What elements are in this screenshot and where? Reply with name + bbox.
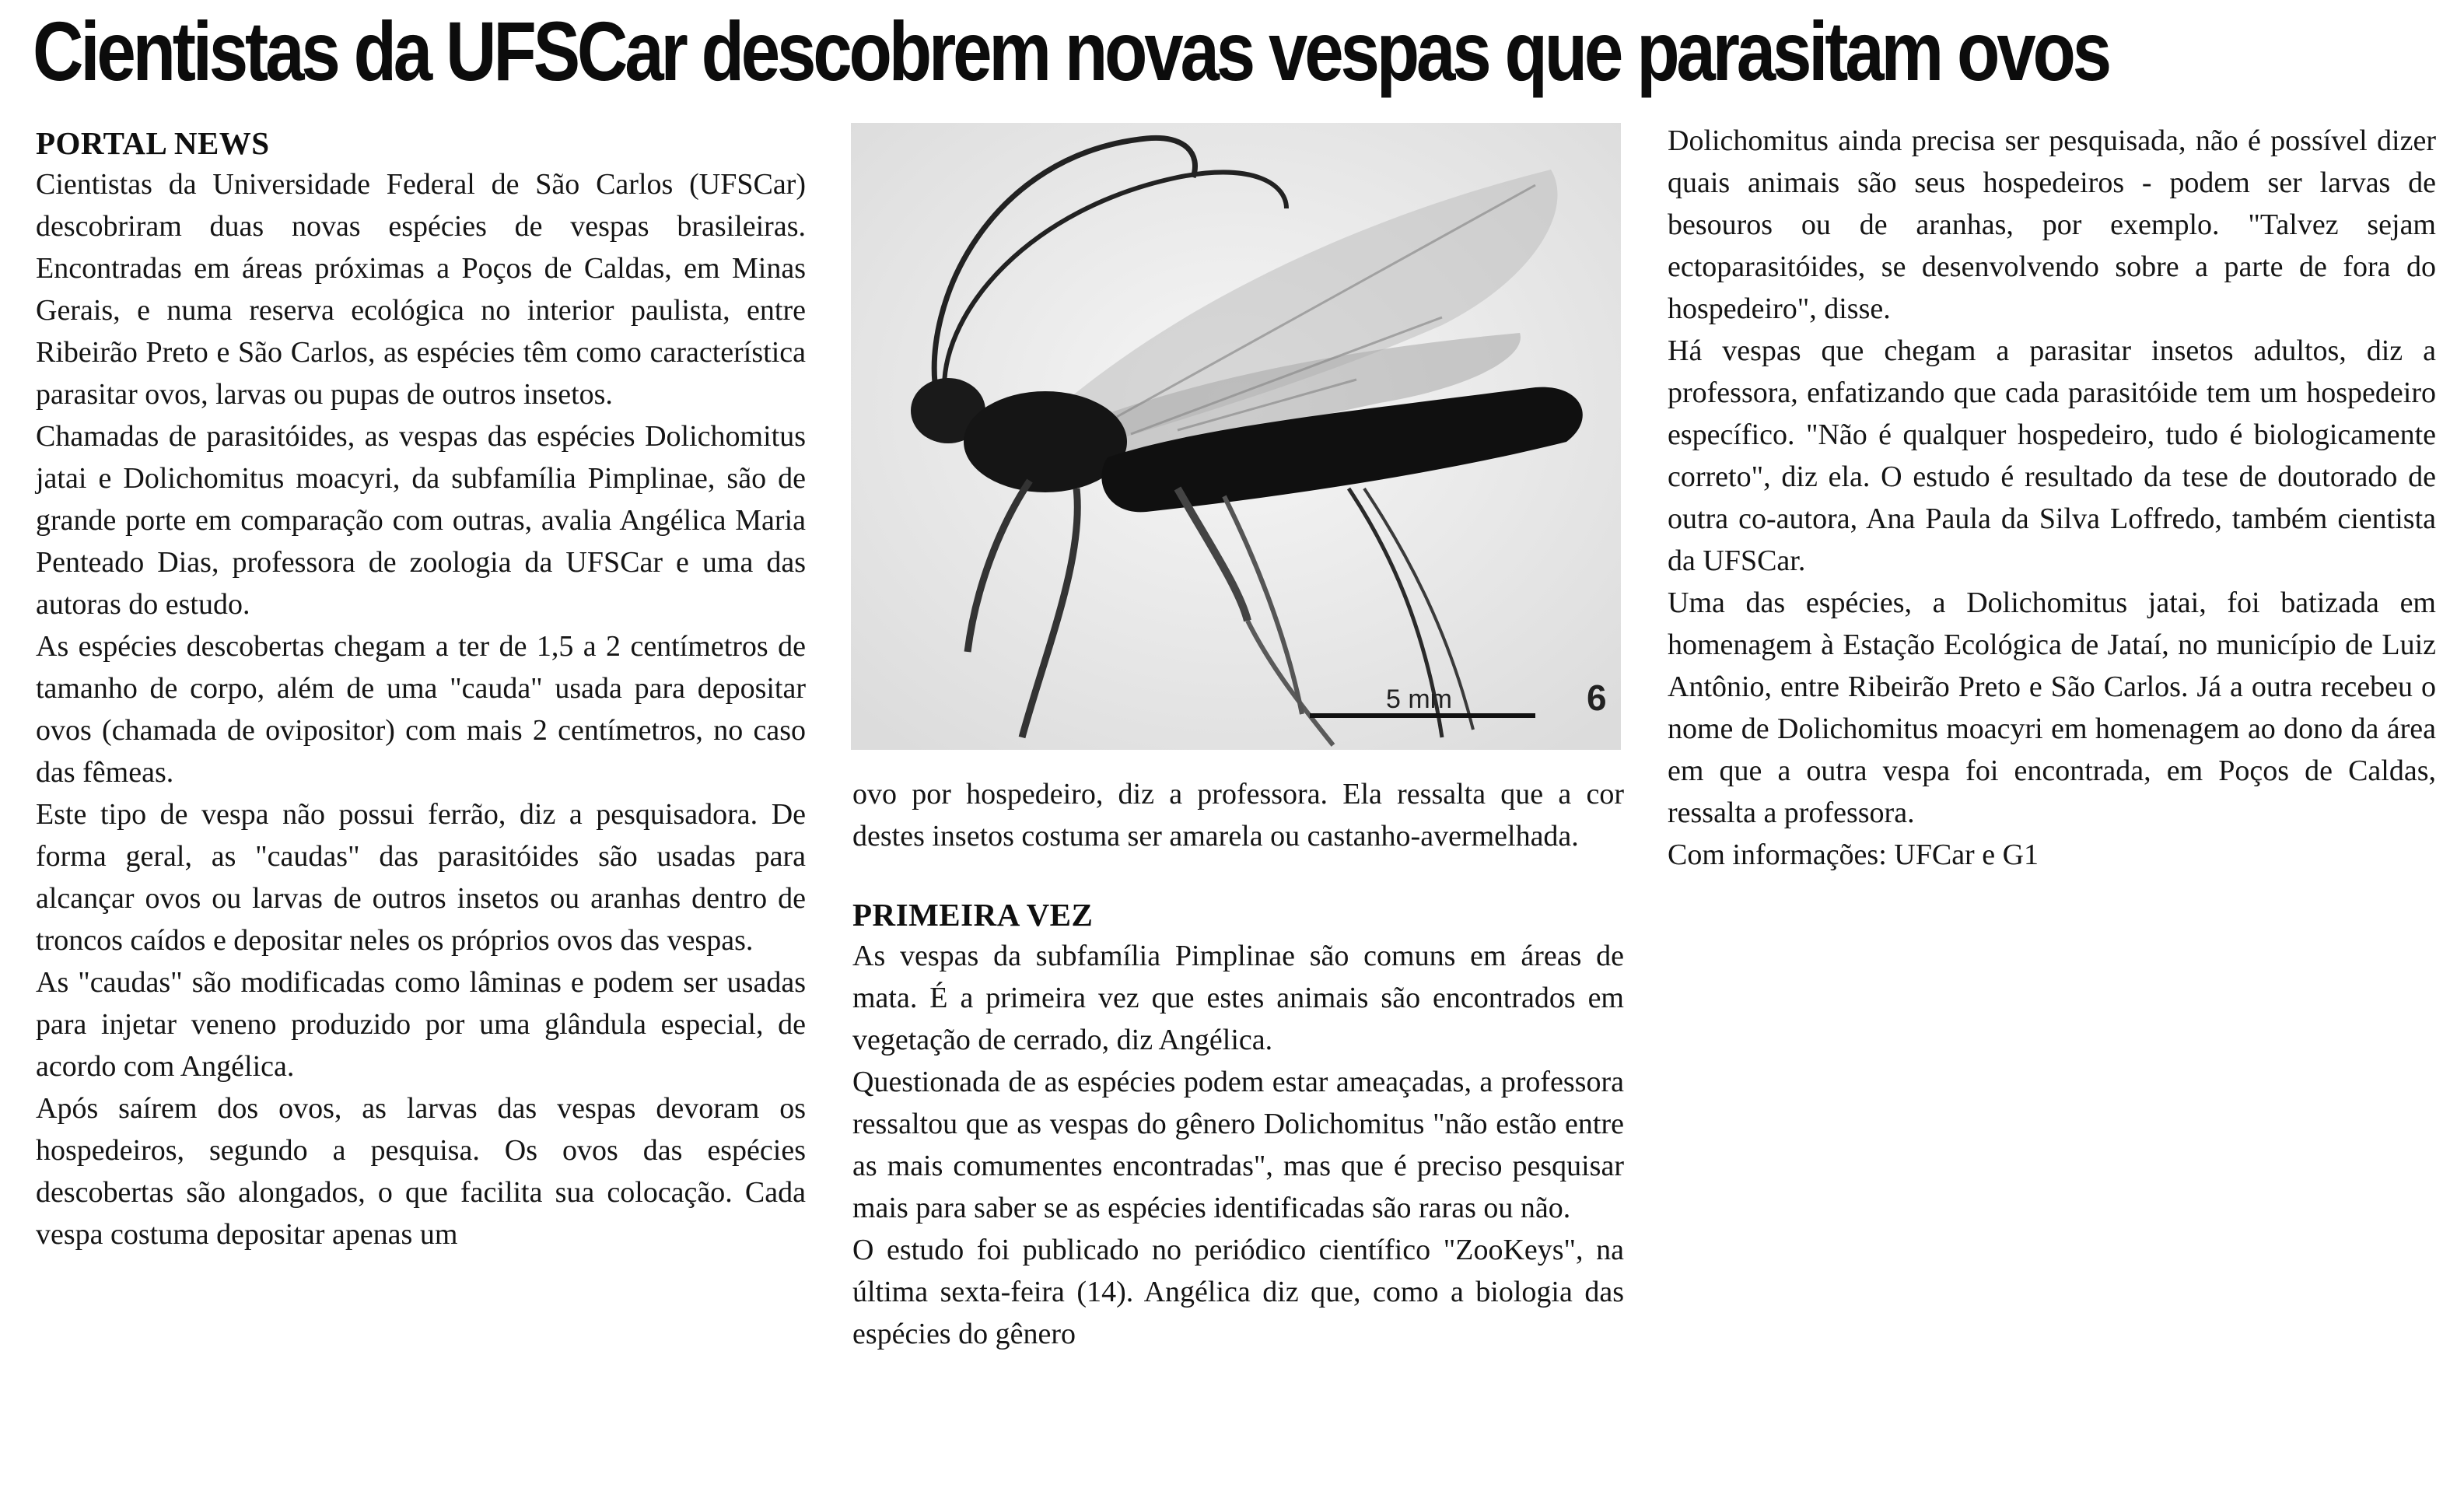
paragraph: Questionada de as espécies podem estar ameaçadas, a professora ressaltou que as vespas do gênero Dolichomitus "não estão entre as mais comumentes encontradas", mas que é preciso pesquisar mais para saber se as espécies identificadas são raras ou não. xyxy=(852,1066,1624,1224)
paragraph: As vespas da subfamília Pimplinae são comuns em áreas de mata. É a primeira vez que estes animais são encontrados em vegetação de cerrado, diz Angélica. xyxy=(852,940,1624,1056)
source-label: PORTAL NEWS xyxy=(36,125,270,161)
paragraph: Este tipo de vespa não possui ferrão, diz a pesquisadora. De forma geral, as "caudas" das parasitóides são usadas para alcançar ovos ou larvas de outros insetos ou aranhas dentro de troncos caídos e depositar neles os próprios ovos das vespas. xyxy=(36,798,806,957)
paragraph: Dolichomitus ainda precisa ser pesquisada, não é possível dizer quais animais são seus hospedeiros - podem ser larvas de besouros ou de aranhas, por exemplo. "Talvez sejam ectoparasitóides, se desenvolvendo sobre a parte de fora do hospedeiro", disse. xyxy=(1668,124,2436,325)
paragraph: Uma das espécies, a Dolichomitus jatai, foi batizada em homenagem à Estação Ecológica de Jataí, no município de Luiz Antônio, entre Ribeirão Preto e São Carlos. Já a outra recebeu o nome de Dolichomitus moacyri em homenagem ao dono da área em que a outra vespa foi encontrada, em Poços de Caldas, ressalta a professora. xyxy=(1668,586,2436,829)
section-subhead: PRIMEIRA VEZ xyxy=(852,897,1094,933)
wasp-photo xyxy=(851,123,1621,750)
article-column-1 xyxy=(36,123,806,1255)
scale-bar-label: 5 mm xyxy=(1386,684,1452,714)
headline: Cientistas da UFSCar descobrem novas vespas que parasitam ovos xyxy=(33,4,2109,98)
article-column-3 xyxy=(1668,120,2436,876)
paragraph: Chamadas de parasitóides, as vespas das espécies Dolichomitus jatai e Dolichomitus moacyri, da subfamília Pimplinae, são de grande porte em comparação com outras, avalia Angélica Maria Penteado Dias, professora de zoologia da UFSCar e uma das autoras do estudo. xyxy=(36,420,806,621)
paragraph: As "caudas" são modificadas como lâminas e podem ser usadas para injetar veneno produzido por uma glândula especial, de acordo com Angélica. xyxy=(36,966,806,1083)
paragraph: Após saírem dos ovos, as larvas das vespas devoram os hospedeiros, segundo a pesquisa. Os ovos das espécies descobertas são alongados, o que facilita sua colocação. Cada vespa costuma depositar apenas um xyxy=(36,1092,806,1251)
paragraph: Há vespas que chegam a parasitar insetos adultos, diz a professora, enfatizando que cada parasitóide tem um hospedeiro específico. "Não é qualquer hospedeiro, tudo é biologicamente correto", diz ela. O estudo é resultado da tese de doutorado de outra co-autora, Ana Paula da Silva Loffredo, também cientista da UFSCar. xyxy=(1668,334,2436,577)
paragraph: O estudo foi publicado no periódico científico "ZooKeys", na última sexta-feira (14). Angélica diz que, como a biologia das espécies do gênero xyxy=(852,1234,1624,1350)
figure-number: 6 xyxy=(1587,677,1607,718)
credits-line: Com informações: UFCar e G1 xyxy=(1668,839,2039,871)
paragraph: Cientistas da Universidade Federal de São Carlos (UFSCar) descobriram duas novas espécies de vespas brasileiras. Encontradas em áreas próximas a Poços de Caldas, em Minas Gerais, e numa reserva ecológica no interior paulista, entre Ribeirão Preto e São Carlos, as espécies têm como característica parasitar ovos, larvas ou pupas de outros insetos. xyxy=(36,168,806,411)
article-column-2 xyxy=(852,773,1624,1355)
paragraph: As espécies descobertas chegam a ter de 1,5 a 2 centímetros de tamanho de corpo, além de uma "cauda" usada para depositar ovos (chamada de ovipositor) com mais 2 centímetros, no caso das fêmeas. xyxy=(36,630,806,789)
paragraph: ovo por hospedeiro, diz a professora. Ela ressalta que a cor destes insetos costuma ser amarela ou castanho-avermelhada. xyxy=(852,778,1624,853)
